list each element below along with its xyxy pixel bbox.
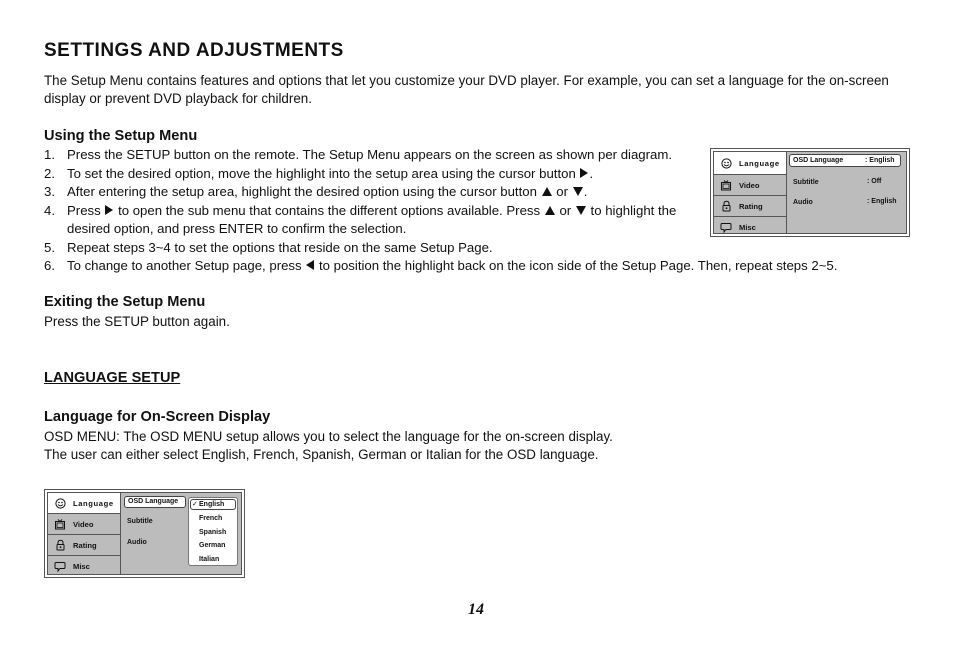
tab-label: Language — [73, 498, 114, 508]
setup-menu-options — [786, 152, 906, 233]
option-subtitle: Subtitle — [127, 518, 153, 525]
osd-menu-options — [120, 493, 241, 574]
step-number: 3. — [44, 184, 55, 199]
exiting-text: Press the SETUP button again. — [44, 314, 230, 329]
step-number: 5. — [44, 239, 55, 255]
dropdown-option-english[interactable]: English — [199, 501, 225, 508]
language-setup-heading: LANGUAGE SETUP — [44, 370, 181, 386]
osd-language-options-text: The user can either select English, French, Spanish, German or Italian for the OSD language. — [44, 447, 599, 462]
option-subtitle: Subtitle — [793, 179, 819, 186]
cursor-down-icon — [576, 206, 586, 215]
tv-icon — [718, 179, 734, 191]
cursor-right-icon — [580, 168, 588, 178]
lock-icon — [718, 200, 734, 212]
step-number: 2. — [44, 165, 55, 181]
dropdown-option-italian[interactable]: Italian — [199, 556, 220, 563]
step-text: or — [556, 184, 569, 199]
step-text: Press — [67, 202, 101, 218]
tab-language — [48, 493, 120, 513]
tab-label: Language — [739, 158, 780, 168]
tab-label: Video — [73, 519, 94, 529]
cursor-down-icon — [573, 187, 583, 196]
cursor-right-icon — [105, 205, 113, 215]
option-audio-value: : English — [867, 198, 897, 205]
step-text: Press the SETUP button on the remote. The Setup Menu appears on the screen as shown per diagram. — [67, 147, 673, 162]
speech-bubble-icon — [52, 560, 68, 572]
option-osd-language: OSD Language — [793, 157, 844, 164]
page-title: SETTINGS AND ADJUSTMENTS — [44, 40, 344, 61]
step-text: Repeat steps 3~4 to set the options that reside on the same Setup Page. — [67, 239, 493, 255]
osd-menu-tabs — [48, 493, 120, 574]
dropdown-option-french[interactable]: French — [199, 515, 223, 522]
language-icon — [52, 497, 68, 509]
option-osd-language-value: : English — [865, 157, 895, 164]
language-icon — [718, 157, 734, 169]
tab-rating — [714, 195, 786, 216]
exiting-setup-heading: Exiting the Setup Menu — [44, 294, 206, 310]
option-audio: Audio — [127, 539, 147, 546]
step-text: to open the sub menu that contains the different options available. Press — [118, 202, 541, 218]
osd-menu-description: OSD MENU: The OSD MENU setup allows you to select the language for the on-screen display. — [44, 429, 613, 444]
step-text: . — [583, 184, 588, 199]
speech-bubble-icon — [718, 221, 734, 233]
step-5 — [44, 239, 884, 258]
cursor-up-icon — [545, 206, 555, 215]
step-text: After entering the setup area, highlight the desired option using the cursor button — [67, 184, 537, 199]
tv-icon — [52, 518, 68, 530]
lock-icon — [52, 539, 68, 551]
using-setup-heading: Using the Setup Menu — [44, 128, 198, 144]
step-text: to position the highlight back on the icon side of the Setup Page. Then, repeat steps 2~5. — [318, 258, 838, 273]
step-number: 4. — [44, 202, 55, 218]
step-number: 1. — [44, 147, 55, 162]
tab-language — [714, 152, 786, 174]
tab-misc — [714, 216, 786, 234]
osd-language-diagram — [44, 489, 245, 578]
check-icon: ✓ — [192, 501, 198, 508]
tab-label: Rating — [73, 540, 97, 550]
setup-menu-tabs — [714, 152, 786, 233]
step-text: desired option, and press ENTER to confirm the selection. — [67, 221, 407, 236]
tab-label: Misc — [73, 561, 90, 571]
option-subtitle-value: : Off — [867, 178, 882, 185]
cursor-left-icon — [306, 260, 314, 270]
language-dropdown[interactable] — [188, 497, 238, 566]
step-number: 6. — [44, 258, 55, 273]
step-6 — [44, 257, 884, 276]
osd-language-heading: Language for On-Screen Display — [44, 409, 271, 425]
step-text: To set the desired option, move the highlight into the setup area using the cursor button — [67, 165, 576, 181]
setup-menu-diagram — [710, 148, 910, 237]
tab-label: Rating — [739, 201, 763, 211]
step-text: To change to another Setup page, press — [67, 258, 302, 273]
page-number: 14 — [468, 601, 484, 618]
option-osd-language: OSD Language — [128, 498, 179, 505]
cursor-up-icon — [542, 187, 552, 196]
tab-label: Misc — [739, 222, 756, 232]
tab-video — [714, 174, 786, 195]
tab-video — [48, 513, 120, 534]
tab-label: Video — [739, 180, 760, 190]
dropdown-option-german[interactable]: German — [199, 542, 226, 549]
tab-rating — [48, 534, 120, 555]
option-audio: Audio — [793, 199, 813, 206]
step-text: to highlight the — [590, 202, 677, 218]
step-text: . — [589, 165, 594, 181]
dropdown-option-spanish[interactable]: Spanish — [199, 529, 227, 536]
step-text: or — [559, 202, 572, 218]
intro-paragraph: The Setup Menu contains features and options that let you customize your DVD player. For example, you can set a language for the on-screen display or prevent DVD playback for children. — [44, 73, 889, 106]
tab-misc — [48, 555, 120, 575]
